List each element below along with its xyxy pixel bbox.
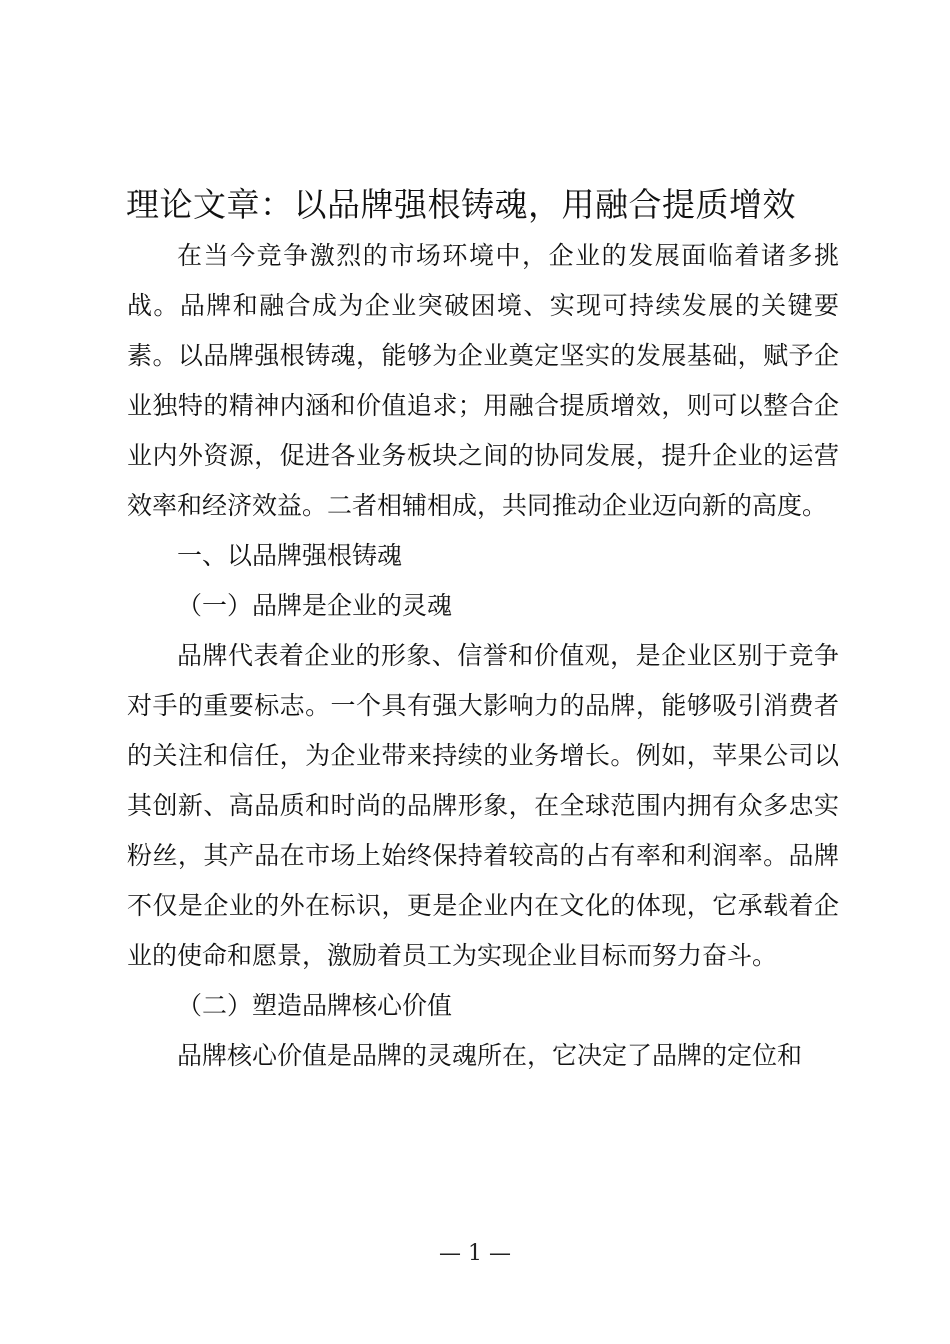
subsection-heading-2: （二）塑造品牌核心价值 — [177, 991, 453, 1020]
document-title: 理论文章：以品牌强根铸魂，用融合提质增效 — [126, 185, 796, 224]
section-heading-1: 一、以品牌强根铸魂 — [177, 541, 403, 570]
page-number: — 1 — — [439, 1241, 511, 1266]
body-paragraph-core-value: 品牌核心价值是品牌的灵魂所在，它决定了品牌的定位和 — [177, 1041, 803, 1070]
document-body — [127, 231, 839, 1081]
subsection-heading-1: （一）品牌是企业的灵魂 — [177, 591, 453, 620]
intro-paragraph: 在当今竞争激烈的市场环境中，企业的发展面临着诸多挑战。品牌和融合成为企业突破困境、实现可持续发展的关键要素。以品牌强根铸魂，能够为企业奠定坚实的发展基础，赋予企业独特的精神内涵和价值追求；用融合提质增效，则可以整合企业内外资源，促进各业务板块之间的协同发展，提升企业的运营效率和经济效益。二者相辅相成，共同推动企业迈向新的高度。 — [127, 241, 839, 520]
body-paragraph-brand-soul: 品牌代表着企业的形象、信誉和价值观，是企业区别于竞争对手的重要标志。一个具有强大影响力的品牌，能够吸引消费者的关注和信任，为企业带来持续的业务增长。例如，苹果公司以其创新、高品质和时尚的品牌形象，在全球范围内拥有众多忠实粉丝，其产品在市场上始终保持着较高的占有率和利润率。品牌不仅是企业的外在标识，更是企业内在文化的体现，它承载着企业的使命和愿景，激励着员工为实现企业目标而努力奋斗。 — [127, 641, 839, 970]
